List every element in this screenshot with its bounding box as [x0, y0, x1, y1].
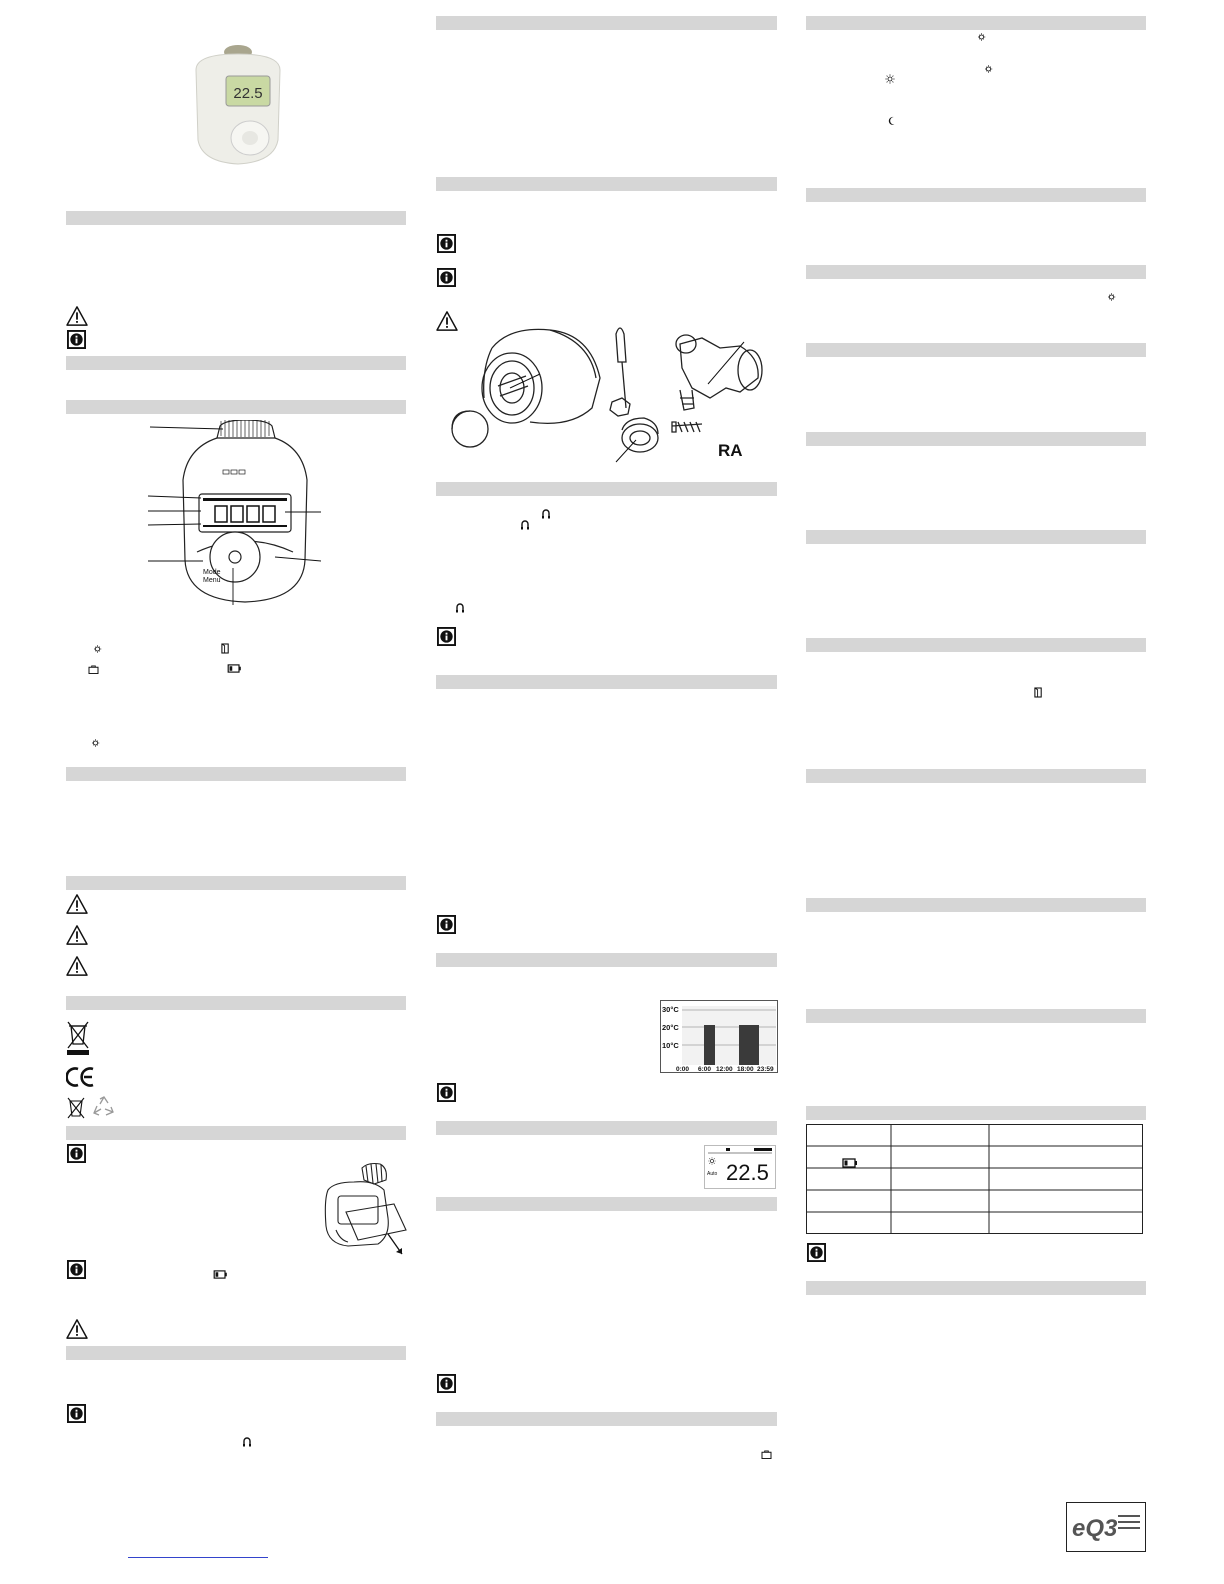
section-header: [436, 1197, 777, 1211]
y-tick-label: 10°C: [662, 1041, 679, 1050]
diagram-mode-label: Mode: [203, 569, 221, 576]
sun-moon-icon: [1102, 292, 1116, 302]
section-header: [806, 188, 1146, 202]
child-lock-icon: [541, 509, 551, 519]
section-header: [436, 177, 777, 191]
child-lock-icon: [520, 520, 530, 530]
child-lock-icon: [455, 603, 465, 613]
temperature-profile-chart: [660, 1000, 778, 1073]
section-header: [436, 16, 777, 30]
x-tick-label: 18:00: [737, 1066, 754, 1073]
info-icon: [67, 1404, 86, 1423]
x-tick-label: 0:00: [676, 1066, 690, 1073]
section-header: [806, 343, 1146, 357]
info-icon: [67, 1260, 86, 1279]
x-tick-label: 6:00: [698, 1066, 712, 1073]
lcd-auto-label: Auto: [707, 1171, 718, 1177]
x-tick-label: 23:59: [757, 1066, 774, 1073]
warning-icon: [66, 925, 88, 945]
section-header: [66, 876, 406, 890]
section-header: [806, 898, 1146, 912]
crossed-bin-icon: [66, 1020, 90, 1056]
recycle-icon: [91, 1095, 117, 1119]
photo-temperature: 22.5: [233, 85, 263, 102]
logo-text: eQ3: [1072, 1515, 1118, 1542]
section-header: [436, 675, 777, 689]
lcd-temperature: 22.5: [726, 1160, 769, 1185]
info-icon: [437, 627, 456, 646]
window-open-icon: [221, 643, 230, 654]
warning-icon: [66, 306, 88, 326]
section-header: [806, 1009, 1146, 1023]
y-tick-label: 30°C: [662, 1005, 679, 1014]
warning-icon: [66, 1319, 88, 1339]
device-overview-diagram: [145, 420, 330, 608]
info-icon: [67, 1144, 86, 1163]
section-header: [66, 1346, 406, 1360]
battery-low-icon: [213, 1270, 228, 1279]
section-header: [66, 767, 406, 781]
section-header: [806, 265, 1146, 279]
suitcase-icon: [88, 665, 99, 674]
product-photo: [188, 40, 288, 170]
diagram-menu-label: Menu: [203, 577, 221, 584]
ce-mark-icon: [66, 1066, 96, 1088]
info-icon: [437, 234, 456, 253]
info-icon: [437, 1374, 456, 1393]
info-icon: [807, 1243, 826, 1262]
x-tick-label: 12:00: [716, 1066, 733, 1073]
info-icon: [437, 915, 456, 934]
crossed-bin-small-icon: [66, 1096, 86, 1120]
child-lock-icon: [242, 1437, 252, 1447]
eq3-logo: [1066, 1502, 1146, 1552]
sun-moon-icon: [972, 32, 986, 42]
sun-moon-icon: [88, 644, 102, 654]
sun-icon: [885, 74, 895, 84]
warning-icon: [66, 894, 88, 914]
section-header: [806, 432, 1146, 446]
installation-illustration: [440, 318, 775, 464]
lcd-example: [704, 1145, 776, 1189]
info-icon: [437, 1083, 456, 1102]
sun-moon-icon: [86, 738, 100, 748]
section-header: [806, 769, 1146, 783]
section-header: [806, 1106, 1146, 1120]
section-header: [436, 1121, 777, 1135]
battery-cover-illustration: [318, 1160, 410, 1260]
info-icon: [437, 268, 456, 287]
warning-icon: [66, 956, 88, 976]
section-header: [436, 1412, 777, 1426]
section-header: [436, 482, 777, 496]
sun-moon-icon: [979, 64, 993, 74]
error-table: [806, 1124, 1144, 1236]
footer-link[interactable]: [128, 1557, 268, 1558]
section-header: [66, 1126, 406, 1140]
section-header: [66, 400, 406, 414]
battery-low-icon: [227, 664, 242, 673]
moon-icon: [888, 116, 896, 126]
section-header: [66, 356, 406, 370]
section-header: [806, 1281, 1146, 1295]
y-tick-label: 20°C: [662, 1023, 679, 1032]
ra-adapter-label: RA: [718, 441, 743, 460]
section-header: [806, 638, 1146, 652]
suitcase-icon: [761, 1450, 772, 1459]
window-open-icon: [1034, 687, 1043, 698]
section-header: [66, 211, 406, 225]
info-icon: [67, 330, 86, 349]
section-header: [806, 530, 1146, 544]
section-header: [436, 953, 777, 967]
section-header: [806, 16, 1146, 30]
section-header: [66, 996, 406, 1010]
